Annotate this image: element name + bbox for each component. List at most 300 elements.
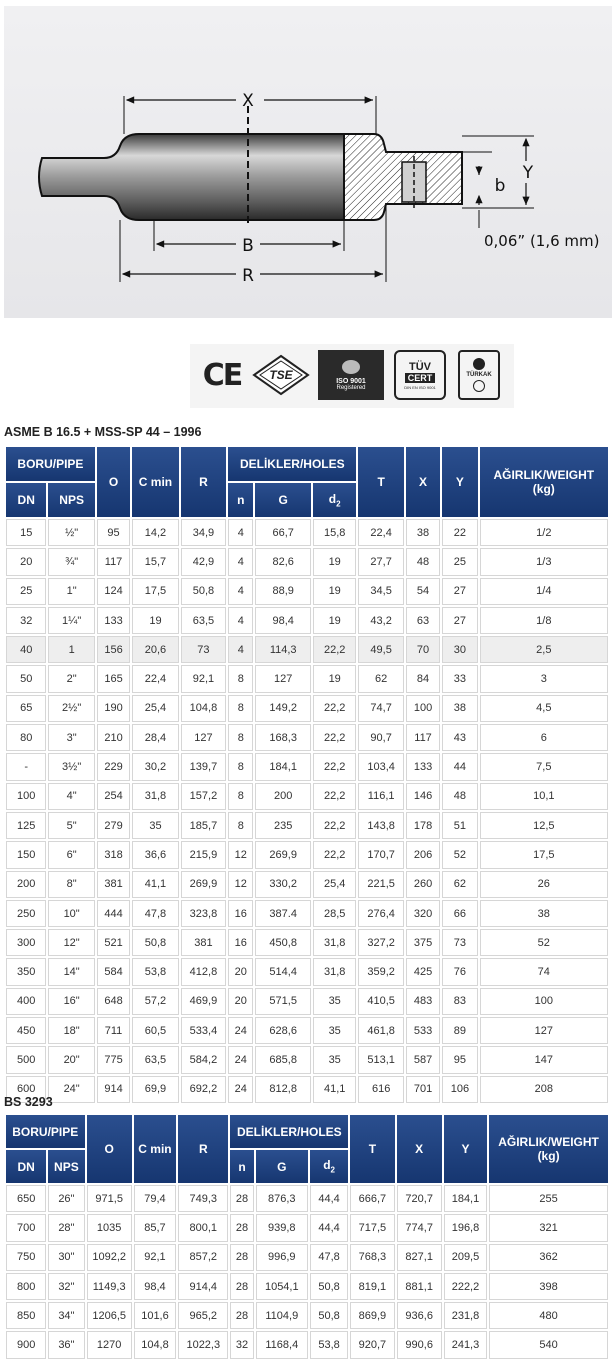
table-cell: 800 <box>6 1273 46 1300</box>
table-cell: 1149,3 <box>87 1273 132 1300</box>
table-row <box>6 578 608 605</box>
table-cell: 8 <box>228 753 253 780</box>
table-cell: 30,2 <box>132 753 178 780</box>
header-c-min: C min <box>132 447 178 517</box>
header-g: G <box>255 483 311 517</box>
table-row <box>6 900 608 927</box>
table-cell: 157,2 <box>181 783 226 810</box>
table-cell: 483 <box>406 988 440 1015</box>
table-cell: 19 <box>313 578 356 605</box>
table-cell: 22,2 <box>313 812 356 839</box>
table-cell: 750 <box>6 1244 46 1271</box>
bs-table-title: BS 3293 <box>4 1095 53 1109</box>
turkak-logo: TÜRKAK <box>458 350 500 400</box>
table-cell: 876,3 <box>256 1185 308 1212</box>
table-cell: 62 <box>358 665 403 692</box>
table-cell: 8 <box>228 812 253 839</box>
table-cell: 19 <box>313 607 356 634</box>
table-cell: 8 <box>228 695 253 722</box>
table-cell: 38 <box>406 519 440 546</box>
table-cell: 587 <box>406 1046 440 1073</box>
table-cell: 100 <box>6 783 46 810</box>
table-row <box>6 841 608 868</box>
table-cell: 22,2 <box>313 753 356 780</box>
table-cell: 22 <box>442 519 477 546</box>
table-cell: 1/3 <box>480 548 608 575</box>
table-cell: 200 <box>255 783 311 810</box>
table-cell: 28 <box>230 1302 253 1329</box>
table-cell: 241,3 <box>444 1331 487 1358</box>
asme-flange-table <box>4 445 610 1105</box>
table-cell: 74,7 <box>358 695 403 722</box>
table-cell: 30 <box>442 636 477 663</box>
table-cell: 14,2 <box>132 519 178 546</box>
iso-badge-icon <box>342 360 360 374</box>
table-cell: 36" <box>48 1331 84 1358</box>
table-cell: 2½" <box>48 695 94 722</box>
table-cell: 819,1 <box>350 1273 394 1300</box>
table-cell: 50,8 <box>181 578 226 605</box>
table-cell: 139,7 <box>181 753 226 780</box>
table-cell: 103,4 <box>358 753 403 780</box>
table-cell: 279 <box>97 812 130 839</box>
table-cell: 412,8 <box>181 958 226 985</box>
header-c-min: C min <box>134 1115 176 1183</box>
table-cell: 117 <box>97 548 130 575</box>
table-cell: 19 <box>313 548 356 575</box>
table-cell: 6" <box>48 841 94 868</box>
table-cell: 43 <box>442 724 477 751</box>
table-cell: 19 <box>132 607 178 634</box>
table-cell: 116,1 <box>358 783 403 810</box>
table-cell: ½" <box>48 519 94 546</box>
table-cell: 127 <box>181 724 226 751</box>
header-nps: NPS <box>48 1150 84 1183</box>
table-cell: 106 <box>442 1076 477 1103</box>
table-cell: 196,8 <box>444 1214 487 1241</box>
table-row <box>6 812 608 839</box>
table-cell: 165 <box>97 665 130 692</box>
table-row <box>6 695 608 722</box>
table-cell: 90,7 <box>358 724 403 751</box>
table-cell: 827,1 <box>397 1244 442 1271</box>
table-cell: 521 <box>97 929 130 956</box>
header-n: n <box>230 1150 253 1183</box>
table-cell: 648 <box>97 988 130 1015</box>
table-cell: 65 <box>6 695 46 722</box>
header-y: Y <box>442 447 477 517</box>
table-cell: 38 <box>480 900 608 927</box>
table-cell: 1035 <box>87 1214 132 1241</box>
table-cell: 49,5 <box>358 636 403 663</box>
table-cell: 514,4 <box>255 958 311 985</box>
table-cell: 461,8 <box>358 1017 403 1044</box>
table-cell: 685,8 <box>255 1046 311 1073</box>
table-cell: 178 <box>406 812 440 839</box>
iso-9001-logo: ISO 9001 Registered <box>318 350 384 400</box>
table-cell: 133 <box>97 607 130 634</box>
header-y: Y <box>444 1115 487 1183</box>
table-cell: 30" <box>48 1244 84 1271</box>
table-cell: 100 <box>406 695 440 722</box>
table-cell: 8 <box>228 665 253 692</box>
table-cell: 47,8 <box>132 900 178 927</box>
table-cell: 168,3 <box>255 724 311 751</box>
table-cell: 24 <box>228 1017 253 1044</box>
table-cell: 47,8 <box>310 1244 348 1271</box>
table-cell: 450,8 <box>255 929 311 956</box>
table-cell: 31,8 <box>313 929 356 956</box>
header-n: n <box>228 483 253 517</box>
table-cell: 231,8 <box>444 1302 487 1329</box>
header-pipe: BORU/PIPE <box>6 1115 85 1148</box>
table-cell: 571,5 <box>255 988 311 1015</box>
table-cell: 95 <box>97 519 130 546</box>
table-cell: 50,8 <box>310 1302 348 1329</box>
table-cell: 15,8 <box>313 519 356 546</box>
table-cell: 31,8 <box>132 783 178 810</box>
table-cell: 444 <box>97 900 130 927</box>
table-cell: 28,4 <box>132 724 178 751</box>
table-cell: 25 <box>442 548 477 575</box>
table-cell: 900 <box>6 1331 46 1358</box>
table-cell: 114,3 <box>255 636 311 663</box>
table-cell: 36,6 <box>132 841 178 868</box>
table-row <box>6 1214 608 1241</box>
table-cell: 24 <box>228 1076 253 1103</box>
table-cell: 7,5 <box>480 753 608 780</box>
table-cell: 63,5 <box>181 607 226 634</box>
header-o: O <box>97 447 130 517</box>
table-cell: 260 <box>406 871 440 898</box>
table-cell: 255 <box>489 1185 608 1212</box>
dim-label-r: R <box>242 266 254 286</box>
table-cell: 1092,2 <box>87 1244 132 1271</box>
table-row <box>6 665 608 692</box>
table-cell: 70 <box>406 636 440 663</box>
table-cell: 19 <box>313 665 356 692</box>
table-cell: 200 <box>6 871 46 898</box>
table-cell: 2" <box>48 665 94 692</box>
table-cell: 150 <box>6 841 46 868</box>
table-row <box>6 1076 608 1103</box>
table-row <box>6 988 608 1015</box>
table-cell: 1270 <box>87 1331 132 1358</box>
table-cell: 74 <box>480 958 608 985</box>
table-cell: 4 <box>228 578 253 605</box>
table-cell: 170,7 <box>358 841 403 868</box>
table-cell: 3 <box>480 665 608 692</box>
table-cell: 616 <box>358 1076 403 1103</box>
table-cell: 387.4 <box>255 900 311 927</box>
table-cell: 95 <box>442 1046 477 1073</box>
table-cell: 100 <box>480 988 608 1015</box>
table-cell: 500 <box>6 1046 46 1073</box>
header-dn: DN <box>6 483 46 517</box>
tse-logo: TSE <box>252 350 310 400</box>
table-cell: 375 <box>406 929 440 956</box>
table-cell: 20" <box>48 1046 94 1073</box>
table-cell: 26" <box>48 1185 84 1212</box>
table-cell: 73 <box>181 636 226 663</box>
table-cell: 701 <box>406 1076 440 1103</box>
table-row <box>6 1244 608 1271</box>
table-cell: 127 <box>255 665 311 692</box>
table-cell: 4 <box>228 548 253 575</box>
table-cell: 229 <box>97 753 130 780</box>
table-cell: 25 <box>6 578 46 605</box>
table-cell: 8" <box>48 871 94 898</box>
table-cell: 60,5 <box>132 1017 178 1044</box>
table-cell: 76 <box>442 958 477 985</box>
table-cell: 146 <box>406 783 440 810</box>
dim-label-y: Y <box>522 163 534 183</box>
table-cell: 20 <box>228 988 253 1015</box>
table-cell: 17,5 <box>132 578 178 605</box>
table-cell: 32 <box>6 607 46 634</box>
table-cell: 749,3 <box>178 1185 228 1212</box>
table-row <box>6 724 608 751</box>
table-cell: 812,8 <box>255 1076 311 1103</box>
table-cell: 57,2 <box>132 988 178 1015</box>
table-cell: 410,5 <box>358 988 403 1015</box>
ce-mark-logo: CE <box>202 357 242 393</box>
table-cell: 469,9 <box>181 988 226 1015</box>
flange-cross-section-drawing <box>4 6 612 318</box>
table-cell: 450 <box>6 1017 46 1044</box>
table-cell: 1168,4 <box>256 1331 308 1358</box>
table-cell: 318 <box>97 841 130 868</box>
header-weight: AĞIRLIK/WEIGHT (kg) <box>489 1115 608 1183</box>
table-cell: 34,9 <box>181 519 226 546</box>
table-cell: 28" <box>48 1214 84 1241</box>
table-cell: 914 <box>97 1076 130 1103</box>
table-cell: 208 <box>480 1076 608 1103</box>
table-cell: 210 <box>97 724 130 751</box>
header-holes: DELİKLER/HOLES <box>228 447 356 481</box>
dim-label-b-lower: b <box>494 176 506 196</box>
table-cell: 79,4 <box>134 1185 176 1212</box>
table-cell: 221,5 <box>358 871 403 898</box>
table-cell: 300 <box>6 929 46 956</box>
table-cell: 666,7 <box>350 1185 394 1212</box>
table-cell: 359,2 <box>358 958 403 985</box>
header-holes: DELİKLER/HOLES <box>230 1115 348 1148</box>
header-x: X <box>397 1115 442 1183</box>
table-cell: 35 <box>313 988 356 1015</box>
header-o: O <box>87 1115 132 1183</box>
dim-label-x: X <box>242 91 254 111</box>
table-cell: 66 <box>442 900 477 927</box>
table-cell: 235 <box>255 812 311 839</box>
table-cell: 700 <box>6 1214 46 1241</box>
table-cell: 650 <box>6 1185 46 1212</box>
table-cell: 2,5 <box>480 636 608 663</box>
table-cell: 104,8 <box>134 1331 176 1358</box>
table-cell: 17,5 <box>480 841 608 868</box>
table-cell: 63,5 <box>132 1046 178 1073</box>
table-cell: 1 <box>48 636 94 663</box>
table-cell: 184,1 <box>255 753 311 780</box>
table-cell: 774,7 <box>397 1214 442 1241</box>
table-cell: 28 <box>230 1185 253 1212</box>
header-d2: $d_2$ <box>313 483 356 517</box>
check-circle-icon <box>473 380 485 392</box>
table-cell: 50 <box>6 665 46 692</box>
table-cell: 82,6 <box>255 548 311 575</box>
flange-drawing <box>4 6 612 318</box>
table-cell: 53,8 <box>132 958 178 985</box>
table-row <box>6 958 608 985</box>
table-cell: 92,1 <box>134 1244 176 1271</box>
table-cell: 425 <box>406 958 440 985</box>
table-cell: 480 <box>489 1302 608 1329</box>
table-cell: 24" <box>48 1076 94 1103</box>
table-cell: 254 <box>97 783 130 810</box>
table-cell: 52 <box>480 929 608 956</box>
table-cell: 48 <box>442 783 477 810</box>
table-cell: 41,1 <box>132 871 178 898</box>
table-cell: 117 <box>406 724 440 751</box>
table-cell: 996,9 <box>256 1244 308 1271</box>
header-t: T <box>350 1115 394 1183</box>
table-cell: 4 <box>228 636 253 663</box>
dim-label-b-upper: B <box>242 236 254 256</box>
table-cell: 133 <box>406 753 440 780</box>
table-cell: 1/2 <box>480 519 608 546</box>
table-cell: 321 <box>489 1214 608 1241</box>
table-cell: 1/8 <box>480 607 608 634</box>
header-t: T <box>358 447 403 517</box>
table-cell: 20 <box>228 958 253 985</box>
table-cell: 628,6 <box>255 1017 311 1044</box>
header-g: G <box>256 1150 308 1183</box>
table-cell: 32" <box>48 1273 84 1300</box>
table-cell: 32 <box>230 1331 253 1358</box>
table-row <box>6 607 608 634</box>
table-cell: 965,2 <box>178 1302 228 1329</box>
table-cell: 16 <box>228 929 253 956</box>
table-cell: 84 <box>406 665 440 692</box>
table-cell: 12" <box>48 929 94 956</box>
table-cell: 28,5 <box>313 900 356 927</box>
table-cell: 26 <box>480 871 608 898</box>
flange-hub <box>39 134 372 220</box>
table-row <box>6 519 608 546</box>
table-cell: 27 <box>442 607 477 634</box>
table-cell: 15,7 <box>132 548 178 575</box>
table-cell: 14" <box>48 958 94 985</box>
table-cell: 35 <box>132 812 178 839</box>
table-cell: 717,5 <box>350 1214 394 1241</box>
table-cell: 12 <box>228 871 253 898</box>
table-cell: 38 <box>442 695 477 722</box>
table-cell: 881,1 <box>397 1273 442 1300</box>
table-cell: 8 <box>228 724 253 751</box>
header-d2: $d_2$ <box>310 1150 348 1183</box>
table-cell: 400 <box>6 988 46 1015</box>
tuv-cert-logo: TÜV CERT DIN EN ISO 9001 <box>394 350 446 400</box>
table-row <box>6 753 608 780</box>
table-cell: 857,2 <box>178 1244 228 1271</box>
table-cell: 28 <box>230 1273 253 1300</box>
table-cell: 533 <box>406 1017 440 1044</box>
table-row <box>6 783 608 810</box>
table-cell: 12 <box>228 841 253 868</box>
table-cell: 43,2 <box>358 607 403 634</box>
table-cell: 41,1 <box>313 1076 356 1103</box>
table-cell: 990,6 <box>397 1331 442 1358</box>
table-cell: 1¼" <box>48 607 94 634</box>
table-cell: 8 <box>228 783 253 810</box>
table-cell: 1022,3 <box>178 1331 228 1358</box>
table-cell: 25,4 <box>313 871 356 898</box>
table-cell: 83 <box>442 988 477 1015</box>
table-cell: 40 <box>6 636 46 663</box>
header-weight: AĞIRLIK/WEIGHT (kg) <box>480 447 608 517</box>
table-cell: 34" <box>48 1302 84 1329</box>
bs-flange-table <box>4 1113 610 1361</box>
table-cell: 85,7 <box>134 1214 176 1241</box>
table-cell: 42,9 <box>181 548 226 575</box>
table-cell: 22,4 <box>132 665 178 692</box>
table-cell: 184,1 <box>444 1185 487 1212</box>
table-row <box>6 1302 608 1329</box>
table-cell: 28 <box>230 1214 253 1241</box>
table-cell: 104,8 <box>181 695 226 722</box>
table-cell: 50,8 <box>132 929 178 956</box>
header-r: R <box>178 1115 228 1183</box>
table-cell: 4 <box>228 519 253 546</box>
table-cell: 768,3 <box>350 1244 394 1271</box>
table-row <box>6 636 608 663</box>
table-cell: 711 <box>97 1017 130 1044</box>
table-cell: 16" <box>48 988 94 1015</box>
table-cell: 4,5 <box>480 695 608 722</box>
table-cell: 362 <box>489 1244 608 1271</box>
table-cell: 22,4 <box>358 519 403 546</box>
table-cell: 54 <box>406 578 440 605</box>
table-cell: 89 <box>442 1017 477 1044</box>
table-cell: 44 <box>442 753 477 780</box>
table-cell: 4 <box>228 607 253 634</box>
table-cell: 143,8 <box>358 812 403 839</box>
header-dn: DN <box>6 1150 46 1183</box>
table-cell: 92,1 <box>181 665 226 692</box>
table-cell: 206 <box>406 841 440 868</box>
table-cell: 44,4 <box>310 1214 348 1241</box>
table-cell: 35 <box>313 1017 356 1044</box>
table-cell: 1/4 <box>480 578 608 605</box>
table-cell: 98,4 <box>134 1273 176 1300</box>
table-cell: 33 <box>442 665 477 692</box>
table-cell: 800,1 <box>178 1214 228 1241</box>
table-cell: 4" <box>48 783 94 810</box>
table-cell: 1206,5 <box>87 1302 132 1329</box>
table-cell: 69,9 <box>132 1076 178 1103</box>
table-cell: 15 <box>6 519 46 546</box>
table-cell: 34,5 <box>358 578 403 605</box>
table-cell: 12,5 <box>480 812 608 839</box>
table-row <box>6 1046 608 1073</box>
certification-logos <box>190 344 514 408</box>
table-cell: 350 <box>6 958 46 985</box>
table-cell: 10" <box>48 900 94 927</box>
table-cell: 381 <box>97 871 130 898</box>
table-cell: 920,7 <box>350 1331 394 1358</box>
table-cell: 3" <box>48 724 94 751</box>
table-cell: 939,8 <box>256 1214 308 1241</box>
